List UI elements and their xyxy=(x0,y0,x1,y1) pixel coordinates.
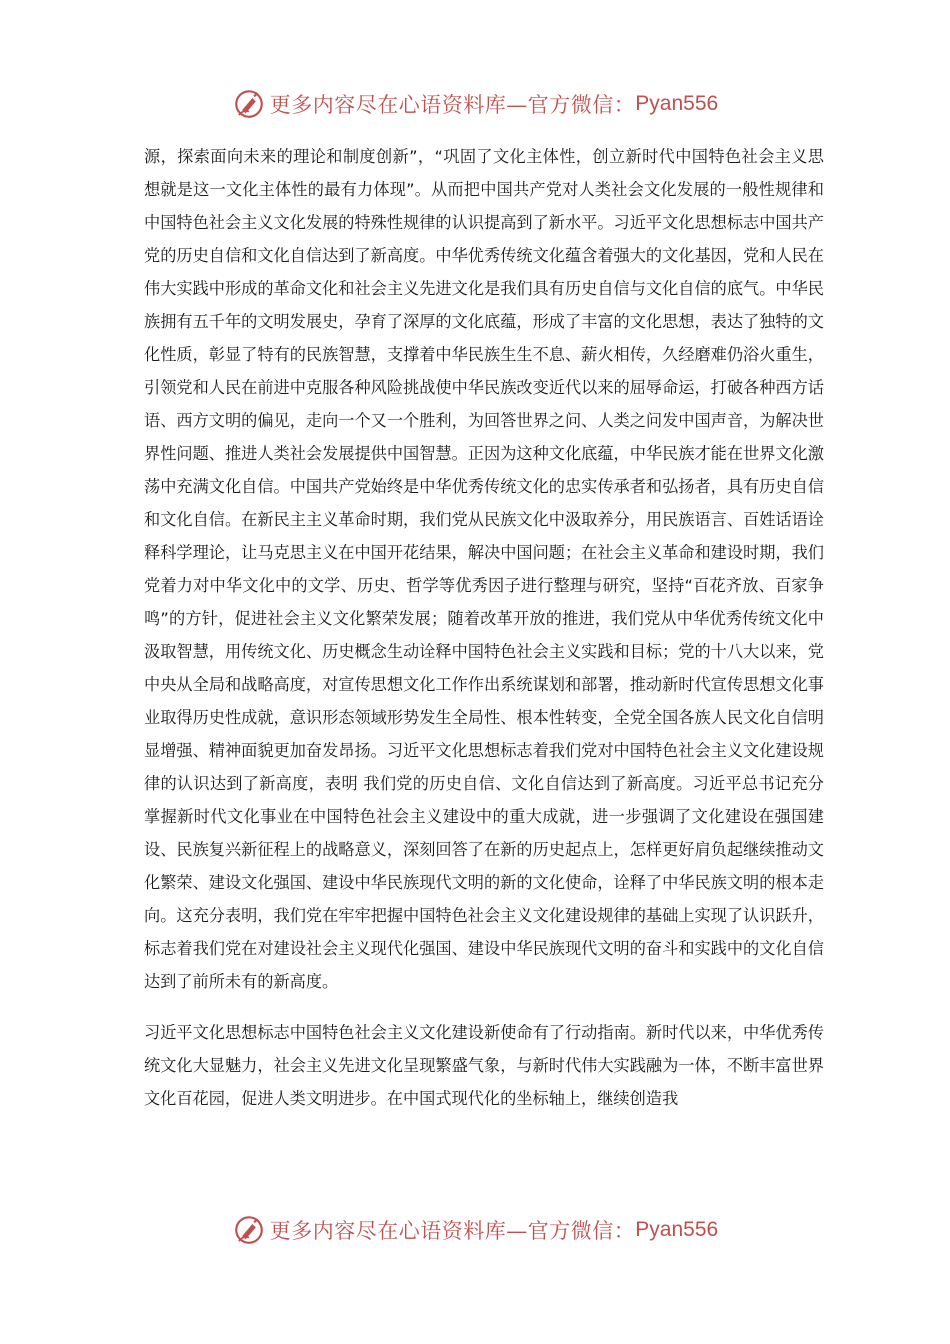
document-body xyxy=(144,140,824,1115)
banner-wechat-handle: Pyan556 xyxy=(635,1218,719,1241)
banner-wechat-handle: Pyan556 xyxy=(635,92,719,115)
banner-text: 更多内容尽在心语资料库—官方微信： xyxy=(269,93,636,117)
body-paragraph: 习近平文化思想标志中国特色社会主义文化建设新使命有了行动指南。新时代以来，中华优秀传统文化大显魅力，社会主义先进文化呈现繁盛气象，与新时代伟大实践融为一体，不断丰富世界文化百花园，促进人类文明进步。在中国式现代化的坐标轴上，继续创造我 xyxy=(144,1023,824,1108)
book-logo-icon xyxy=(232,1213,266,1247)
footer-banner xyxy=(0,1208,950,1252)
banner-text: 更多内容尽在心语资料库—官方微信： xyxy=(269,1219,636,1243)
header-banner xyxy=(0,82,950,126)
body-paragraph: 源，探索面向未来的理论和制度创新”，“巩固了文化主体性，创立新时代中国特色社会主义思想就是这一文化主体性的最有力体现”。从而把中国共产党对人类社会文化发展的一般性规律和中国特色社会主义文化发展的特殊性规律的认识提高到了新水平。习近平文化思想标志中国共产党的历史自信和文化自信达到了新高度。中华优秀传统文化蕴含着强大的文化基因，党和人民在伟大实践中形成的革命文化和社会主义先进文化是我们具有历史自信与文化自信的底气。中华民族拥有五千年的文明发展史，孕育了深厚的文化底蕴，形成了丰富的文化思想，表达了独特的文化性质，彰显了特有的民族智慧，支撑着中华民族生生不息、薪火相传，久经磨难仍浴火重生，引领党和人民在前进中克服各种风险挑战使中华民族改变近代以来的屈辱命运，打破各种西方话语、西方文明的偏见，走向一个又一个胜利，为回答世界之问、人类之问发中国声音，为解决世界性问题、推进人类社会发展提供中国智慧。正因为这种文化底蕴，中华民族才能在世界文化激荡中充满文化自信。中国共产党始终是中华优秀传统文化的忠实传承者和弘扬者，具有历史自信和文化自信。在新民主主义革命时期，我们党从民族文化中汲取养分，用民族语言、百姓话语诠释科学理论，让马克思主义在中国开花结果，解决中国问题；在社会主义革命和建设时期，我们党着力对中华文化中的文学、历史、哲学等优秀因子进行整理与研究，坚持“百花齐放、百家争鸣”的方针，促进社会主义文化繁荣发展；随着改革开放的推进，我们党从中华优秀传统文化中汲取智慧，用传统文化、历史概念生动诠释中国特色社会主义实践和目标；党的十八大以来，党中央从全局和战略高度，对宣传思想文化工作作出系统谋划和部署，推动新时代宣传思想文化事业取得历史性成就，意识形态领域形势发生全局性、根本性转变，全党全国各族人民文化自信明显增强、精神面貌更加奋发昂扬。习近平文化思想标志着我们党对中国特色社会主义文化建设规律的认识达到了新高度，表明 我们党的历史自信、文化自信达到了新高度。习近平总书记充分掌握新时代文化事业在中国特色社会主义建设中的重大成就，进一步强调了文化建设在强国建设、民族复兴新征程上的战略意义，深刻回答了在新的历史起点上，怎样更好肩负起继续推动文化繁荣、建设文化强国、建设中华民族现代文明的新的文化使命，诠释了中华民族文明的根本走向。这充分表明，我们党在牢牢把握中国特色社会主义文化建设规律的基础上实现了认识跃升，标志着我们党在对建设社会主义现代化强国、建设中华民族现代文明的奋斗和实践中的文化自信达到了前所未有的新高度。 xyxy=(144,147,824,991)
book-logo-icon xyxy=(232,87,266,121)
